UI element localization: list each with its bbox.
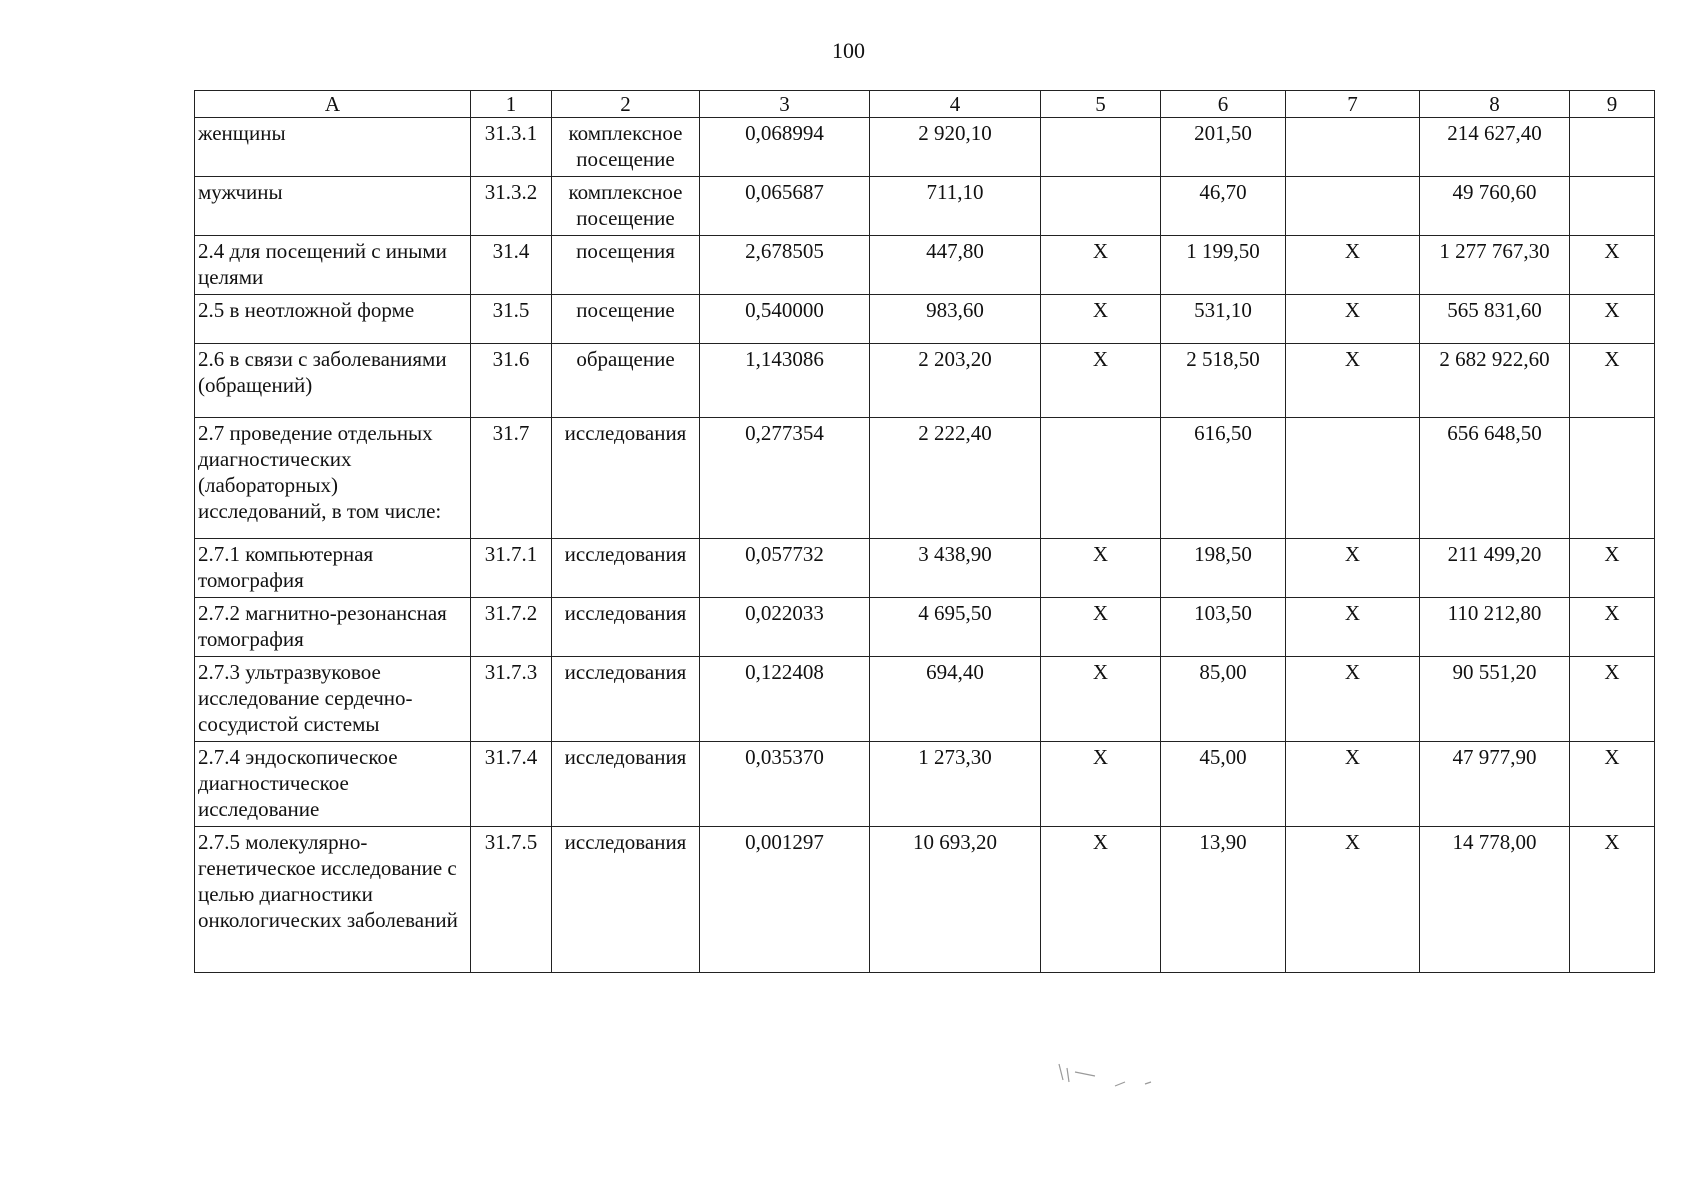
column-header: 2 xyxy=(552,91,700,118)
table-cell: 2 203,20 xyxy=(870,344,1041,418)
table-cell: 31.7 xyxy=(471,418,552,539)
data-table-container xyxy=(194,90,1654,973)
table-cell: 14 778,00 xyxy=(1420,827,1570,973)
row-label-cell: 2.5 в неотложной форме xyxy=(195,295,471,344)
table-cell: 31.3.1 xyxy=(471,118,552,177)
row-label-cell: 2.7 проведение отдельных диагностических (лабораторных) исследований, в том числе: xyxy=(195,418,471,539)
table-cell: 2,678505 xyxy=(700,236,870,295)
table-cell xyxy=(1286,118,1420,177)
row-label-cell: 2.7.3 ультразвуковое исследование сердечно-сосудистой системы xyxy=(195,657,471,742)
table-cell: Х xyxy=(1286,539,1420,598)
table-cell: Х xyxy=(1570,742,1655,827)
table-cell: 110 212,80 xyxy=(1420,598,1570,657)
table-cell: 85,00 xyxy=(1161,657,1286,742)
table-cell: Х xyxy=(1041,539,1161,598)
table-cell: комплексное посещение xyxy=(552,177,700,236)
data-table xyxy=(194,90,1655,973)
row-label-cell: 2.7.4 эндоскопическое диагностическое исследование xyxy=(195,742,471,827)
table-row xyxy=(195,295,1655,344)
table-cell: 198,50 xyxy=(1161,539,1286,598)
column-header: 3 xyxy=(700,91,870,118)
table-cell: 2 518,50 xyxy=(1161,344,1286,418)
column-header: 7 xyxy=(1286,91,1420,118)
table-header-row xyxy=(195,91,1655,118)
table-row xyxy=(195,657,1655,742)
table-cell: 0,068994 xyxy=(700,118,870,177)
table-cell: исследования xyxy=(552,418,700,539)
table-cell: 31.3.2 xyxy=(471,177,552,236)
column-header: 9 xyxy=(1570,91,1655,118)
table-cell: 1 273,30 xyxy=(870,742,1041,827)
table-cell: 31.7.3 xyxy=(471,657,552,742)
column-header: 8 xyxy=(1420,91,1570,118)
table-cell: 711,10 xyxy=(870,177,1041,236)
page-number: 100 xyxy=(832,38,865,63)
table-cell: исследования xyxy=(552,598,700,657)
row-label-cell: 2.6 в связи с заболеваниями (обращений) xyxy=(195,344,471,418)
table-cell: 46,70 xyxy=(1161,177,1286,236)
table-cell: посещение xyxy=(552,295,700,344)
row-label-cell: 2.7.1 компьютерная томография xyxy=(195,539,471,598)
table-row xyxy=(195,177,1655,236)
table-cell: 0,277354 xyxy=(700,418,870,539)
table-cell: Х xyxy=(1041,236,1161,295)
table-cell: 0,035370 xyxy=(700,742,870,827)
column-header: 5 xyxy=(1041,91,1161,118)
table-row xyxy=(195,118,1655,177)
table-cell: 2 682 922,60 xyxy=(1420,344,1570,418)
table-cell: Х xyxy=(1286,598,1420,657)
table-cell: Х xyxy=(1041,742,1161,827)
table-cell xyxy=(1041,418,1161,539)
column-header: 6 xyxy=(1161,91,1286,118)
table-cell: Х xyxy=(1286,344,1420,418)
table-row xyxy=(195,344,1655,418)
table-cell: 0,001297 xyxy=(700,827,870,973)
table-cell: 90 551,20 xyxy=(1420,657,1570,742)
table-cell: Х xyxy=(1570,598,1655,657)
table-row xyxy=(195,418,1655,539)
table-cell xyxy=(1570,177,1655,236)
table-cell: 0,065687 xyxy=(700,177,870,236)
table-cell xyxy=(1041,177,1161,236)
table-cell: Х xyxy=(1570,295,1655,344)
table-row xyxy=(195,827,1655,973)
table-cell: Х xyxy=(1286,742,1420,827)
table-cell: 694,40 xyxy=(870,657,1041,742)
row-label-cell: 2.7.5 молекулярно-генетическое исследование с целью диагностики онкологических заболеваний xyxy=(195,827,471,973)
table-cell: Х xyxy=(1041,295,1161,344)
table-cell: 31.7.2 xyxy=(471,598,552,657)
table-cell: Х xyxy=(1041,598,1161,657)
table-cell: Х xyxy=(1286,657,1420,742)
table-cell: Х xyxy=(1286,827,1420,973)
table-cell: Х xyxy=(1570,827,1655,973)
table-cell: 0,057732 xyxy=(700,539,870,598)
table-cell: 3 438,90 xyxy=(870,539,1041,598)
table-cell: 983,60 xyxy=(870,295,1041,344)
table-cell: 565 831,60 xyxy=(1420,295,1570,344)
table-cell: 31.5 xyxy=(471,295,552,344)
table-cell: 211 499,20 xyxy=(1420,539,1570,598)
table-cell xyxy=(1286,418,1420,539)
table-cell xyxy=(1570,118,1655,177)
table-cell: 49 760,60 xyxy=(1420,177,1570,236)
table-row xyxy=(195,742,1655,827)
table-cell: 201,50 xyxy=(1161,118,1286,177)
table-cell: 2 920,10 xyxy=(870,118,1041,177)
table-cell: 2 222,40 xyxy=(870,418,1041,539)
table-cell: 31.6 xyxy=(471,344,552,418)
table-cell: обращение xyxy=(552,344,700,418)
table-cell: 656 648,50 xyxy=(1420,418,1570,539)
table-row xyxy=(195,598,1655,657)
table-cell: исследования xyxy=(552,742,700,827)
table-cell: посещения xyxy=(552,236,700,295)
table-cell: Х xyxy=(1286,236,1420,295)
table-cell: исследования xyxy=(552,657,700,742)
table-cell: 4 695,50 xyxy=(870,598,1041,657)
table-cell xyxy=(1570,418,1655,539)
table-cell xyxy=(1286,177,1420,236)
table-cell: исследования xyxy=(552,539,700,598)
table-cell: 531,10 xyxy=(1161,295,1286,344)
column-header: А xyxy=(195,91,471,118)
row-label-cell: 2.4 для посещений с иными целями xyxy=(195,236,471,295)
table-cell: 0,022033 xyxy=(700,598,870,657)
table-cell: 31.7.4 xyxy=(471,742,552,827)
table-cell: Х xyxy=(1570,236,1655,295)
table-cell: 0,540000 xyxy=(700,295,870,344)
table-cell: 47 977,90 xyxy=(1420,742,1570,827)
table-cell: 0,122408 xyxy=(700,657,870,742)
table-body xyxy=(195,118,1655,973)
table-cell: 13,90 xyxy=(1161,827,1286,973)
table-cell: Х xyxy=(1041,344,1161,418)
table-cell: Х xyxy=(1570,657,1655,742)
table-cell: Х xyxy=(1286,295,1420,344)
column-header: 4 xyxy=(870,91,1041,118)
scan-artifact xyxy=(1055,1058,1185,1098)
column-header: 1 xyxy=(471,91,552,118)
table-cell: 214 627,40 xyxy=(1420,118,1570,177)
table-cell: 103,50 xyxy=(1161,598,1286,657)
table-cell: комплексное посещение xyxy=(552,118,700,177)
table-cell: Х xyxy=(1570,539,1655,598)
table-cell xyxy=(1041,118,1161,177)
table-cell: Х xyxy=(1041,827,1161,973)
table-cell: 616,50 xyxy=(1161,418,1286,539)
row-label-cell: женщины xyxy=(195,118,471,177)
table-cell: Х xyxy=(1041,657,1161,742)
table-cell: 45,00 xyxy=(1161,742,1286,827)
table-cell: 447,80 xyxy=(870,236,1041,295)
table-cell: 1 277 767,30 xyxy=(1420,236,1570,295)
table-cell: 10 693,20 xyxy=(870,827,1041,973)
table-cell: 1 199,50 xyxy=(1161,236,1286,295)
table-row xyxy=(195,539,1655,598)
table-cell: 1,143086 xyxy=(700,344,870,418)
table-cell: 31.4 xyxy=(471,236,552,295)
table-cell: 31.7.5 xyxy=(471,827,552,973)
table-cell: исследования xyxy=(552,827,700,973)
row-label-cell: мужчины xyxy=(195,177,471,236)
table-row xyxy=(195,236,1655,295)
row-label-cell: 2.7.2 магнитно-резонансная томография xyxy=(195,598,471,657)
table-cell: 31.7.1 xyxy=(471,539,552,598)
table-cell: Х xyxy=(1570,344,1655,418)
